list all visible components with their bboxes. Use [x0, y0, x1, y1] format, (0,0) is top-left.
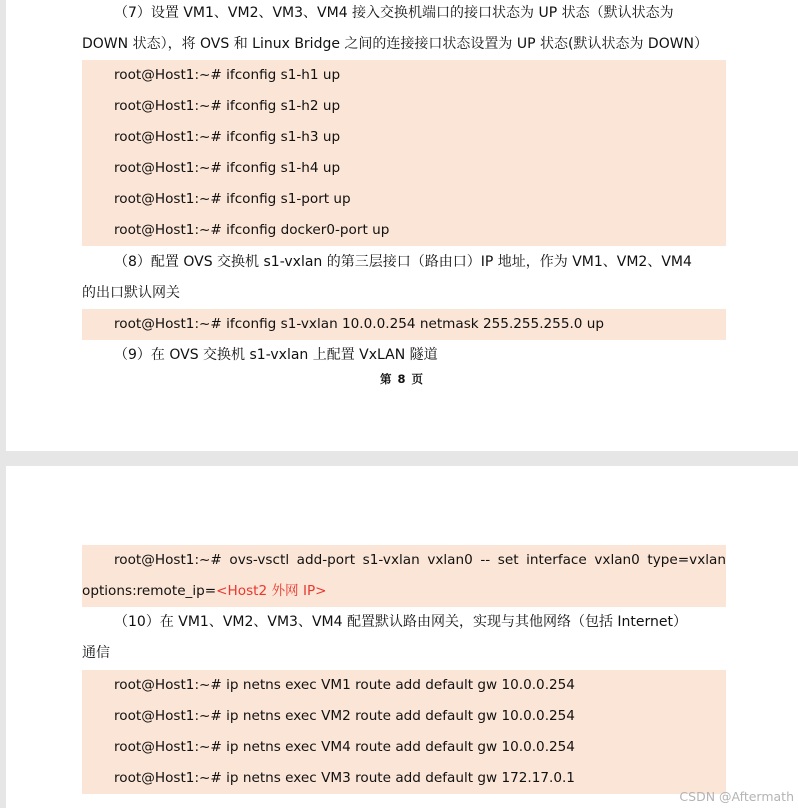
code-text: options:remote_ip=: [82, 583, 217, 599]
code-line: root@Host1:~# ip netns exec VM4 route add default gw 10.0.0.254: [114, 739, 575, 755]
step8-text-line2: 的出口默认网关: [82, 285, 180, 301]
code-block-default-routes: [82, 670, 726, 794]
page-number-footer: 第 8 页: [379, 372, 424, 386]
code-line: root@Host1:~# ifconfig s1-h1 up: [114, 67, 341, 83]
code-line: root@Host1:~# ip netns exec VM1 route add default gw 10.0.0.254: [114, 677, 575, 693]
step9-text: （9）在 OVS 交换机 s1-vxlan 上配置 VxLAN 隧道: [114, 347, 438, 363]
code-line: root@Host1:~# ifconfig docker0-port up: [114, 222, 390, 238]
code-line: root@Host1:~# ifconfig s1-port up: [114, 191, 351, 207]
document-page-8: [6, 0, 798, 451]
code-block-ifconfig-vxlan: [82, 309, 726, 340]
step10-text-line2: 通信: [82, 645, 110, 661]
code-line: root@Host1:~# ifconfig s1-h2 up: [114, 98, 341, 114]
step7-text-line2: DOWN 状态），将 OVS 和 Linux Bridge 之间的连接接口状态设置为 UP 状态(默认状态为 DOWN）: [82, 36, 709, 52]
code-line: root@Host1:~# ifconfig s1-h4 up: [114, 160, 341, 176]
csdn-watermark: CSDN @Aftermath: [679, 789, 794, 804]
code-block-ifconfig-up: [82, 60, 726, 246]
host2-ip-placeholder: <Host2 外网 IP>: [216, 583, 327, 599]
step7-text-line1: （7）设置 VM1、VM2、VM3、VM4 接入交换机端口的接口状态为 UP 状态（默认状态为: [114, 5, 674, 21]
code-block-vxlan-port: [82, 545, 726, 607]
code-line: root@Host1:~# ovs-vsctl add-port s1-vxlan vxlan0 -- set interface vxlan0 type=vxlan: [114, 552, 726, 568]
code-line: root@Host1:~# ifconfig s1-h3 up: [114, 129, 341, 145]
step10-text-line1: （10）在 VM1、VM2、VM3、VM4 配置默认路由网关，实现与其他网络（包括 Internet）: [114, 614, 688, 630]
code-line: [82, 576, 726, 607]
step8-text-line1: （8）配置 OVS 交换机 s1-vxlan 的第三层接口（路由口）IP 地址，作为 VM1、VM2、VM4: [114, 254, 692, 270]
document-page-9: [6, 466, 798, 808]
code-line: root@Host1:~# ip netns exec VM3 route add default gw 172.17.0.1: [114, 770, 575, 786]
code-line: root@Host1:~# ip netns exec VM2 route add default gw 10.0.0.254: [114, 708, 575, 724]
code-line: root@Host1:~# ifconfig s1-vxlan 10.0.0.254 netmask 255.255.255.0 up: [114, 316, 605, 332]
